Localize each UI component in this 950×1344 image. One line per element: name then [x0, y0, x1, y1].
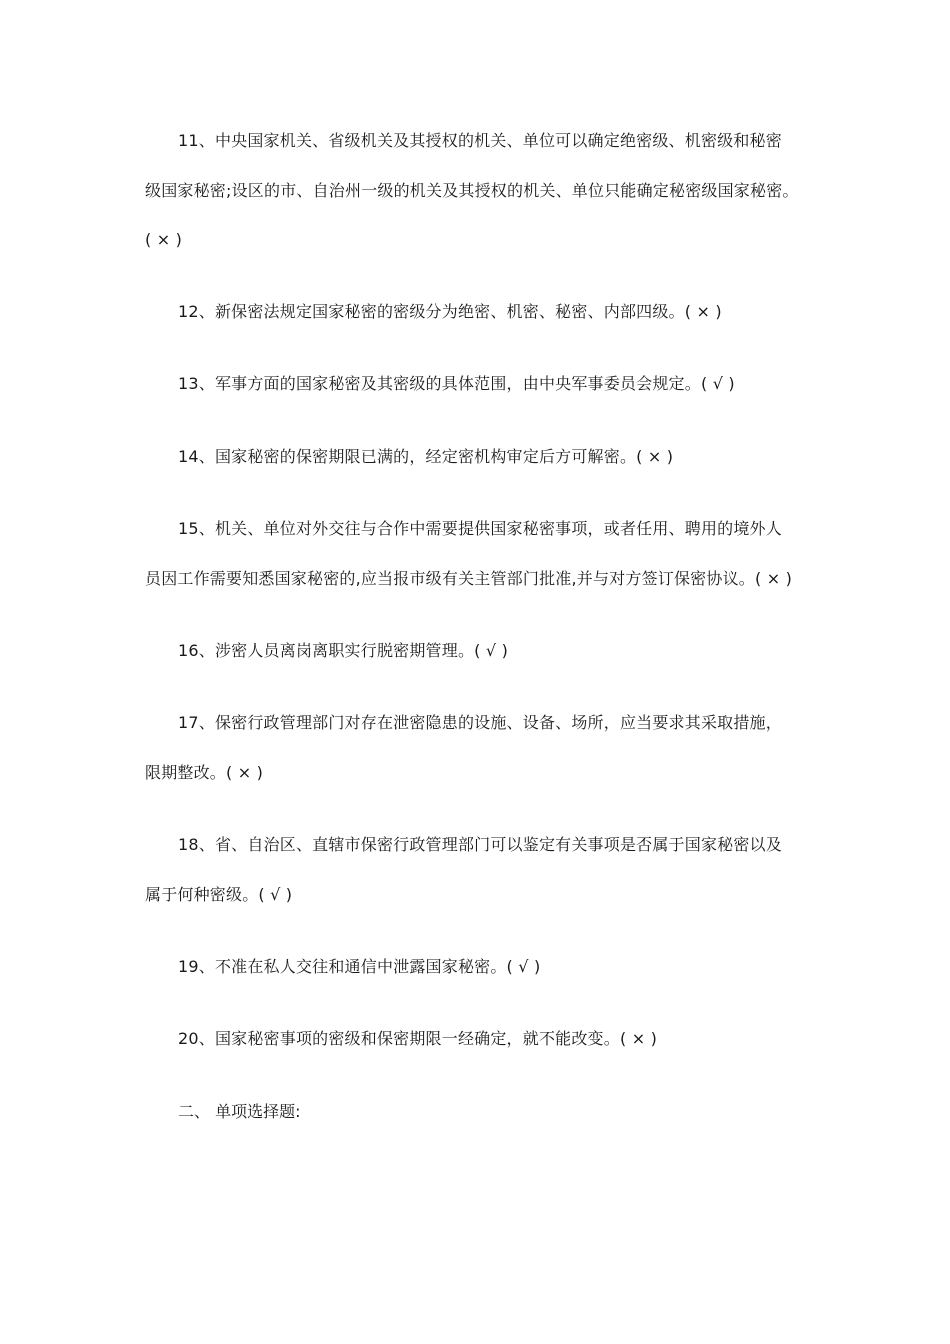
question-15-line-2: 员因工作需要知悉国家秘密的,应当报市级有关主管部门批准,并与对方签订保密协议。( × ) — [145, 569, 793, 588]
question-18-line-1: 18、省、自治区、直辖市保密行政管理部门可以鉴定有关事项是否属于国家秘密以及 — [178, 835, 782, 854]
question-11-line-2: 级国家秘密;设区的市、自治州一级的机关及其授权的机关、单位只能确定秘密级国家秘密。 — [145, 181, 799, 200]
question-19-line-1: 19、不准在私人交往和通信中泄露国家秘密。( √ ) — [178, 957, 541, 976]
question-17-line-1: 17、保密行政管理部门对存在泄密隐患的设施、设备、场所，应当要求其采取措施， — [178, 713, 782, 732]
question-12-line-1: 12、新保密法规定国家秘密的密级分为绝密、机密、秘密、内部四级。( × ) — [178, 302, 722, 321]
question-17-line-2: 限期整改。( × ) — [145, 763, 264, 782]
question-16-line-1: 16、涉密人员离岗离职实行脱密期管理。( √ ) — [178, 641, 509, 660]
question-14-line-1: 14、国家秘密的保密期限已满的，经定密机构审定后方可解密。( × ) — [178, 447, 674, 466]
question-11-line-3: ( × ) — [145, 230, 183, 249]
question-11-line-1: 11、中央国家机关、省级机关及其授权的机关、单位可以确定绝密级、机密级和秘密 — [178, 131, 782, 150]
question-13-line-1: 13、军事方面的国家秘密及其密级的具体范围，由中央军事委员会规定。( √ ) — [178, 374, 735, 393]
question-20-line-1: 20、国家秘密事项的密级和保密期限一经确定，就不能改变。( × ) — [178, 1029, 658, 1048]
question-18-line-2: 属于何种密级。( √ ) — [145, 885, 293, 904]
question-15-line-1: 15、机关、单位对外交往与合作中需要提供国家秘密事项，或者任用、聘用的境外人 — [178, 519, 782, 538]
section-heading-single-choice: 二、 单项选择题: — [178, 1102, 301, 1121]
